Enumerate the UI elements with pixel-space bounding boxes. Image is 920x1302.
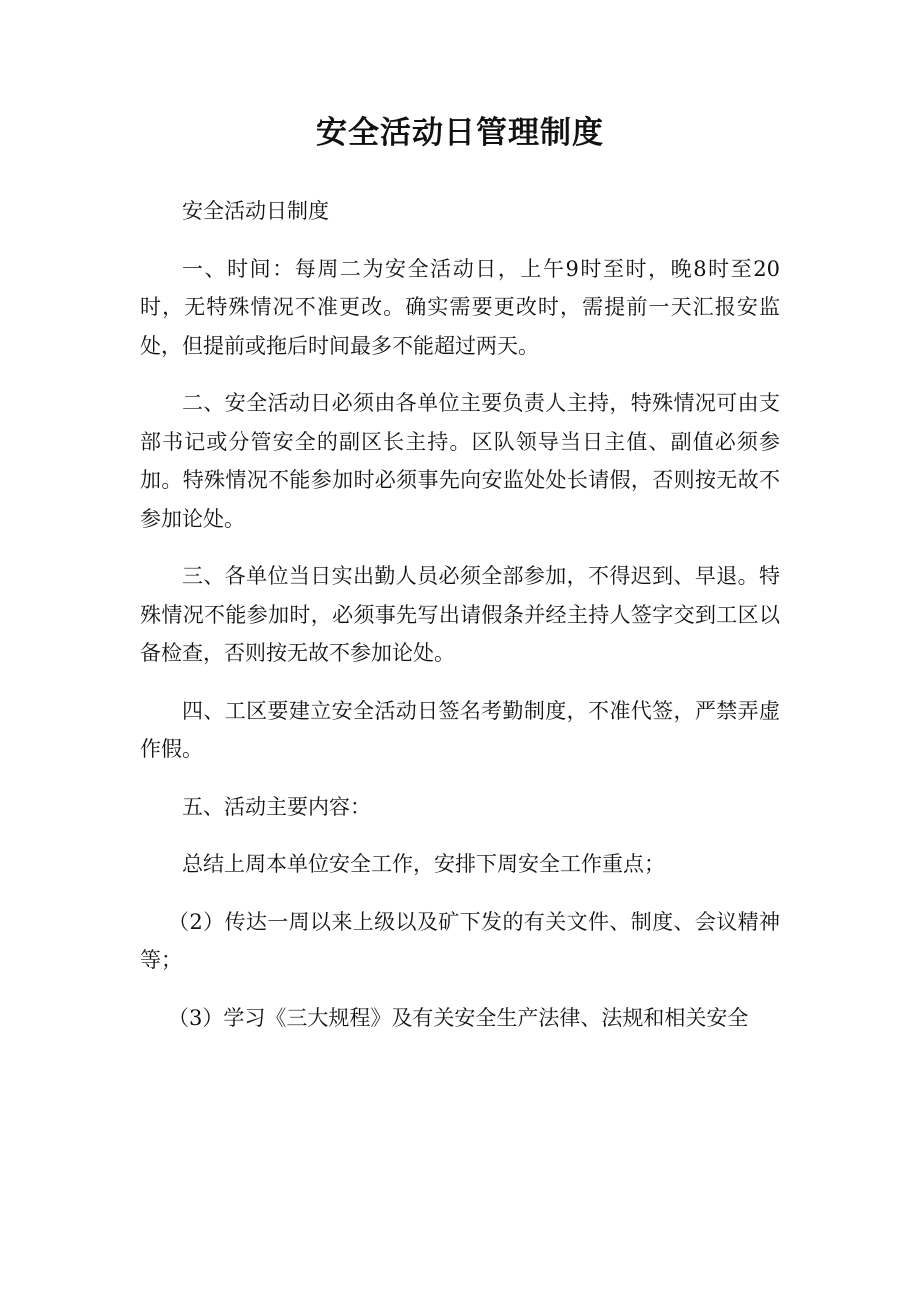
- document-body: [140, 192, 780, 1056]
- list-item-3: （3）学习《三大规程》及有关安全生产法律、法规和相关安全: [168, 1005, 749, 1030]
- paragraph-content-heading: 五、活动主要内容：: [182, 794, 371, 819]
- paragraph-host: 二、安全活动日必须由各单位主要负责人主持，特殊情况可由支部书记或分管安全的副区长主持。区队领导当日主值、副值必须参加。特殊情况不能参加时必须事先向安监处处长请假，否则按无故不参加论处。: [140, 391, 780, 531]
- paragraph-attendance: 三、各单位当日实出勤人员必须全部参加，不得迟到、早退。特殊情况不能参加时，必须事先写出请假条并经主持人签字交到工区以备检查，否则按无故不参加论处。: [140, 564, 780, 665]
- paragraph-time: 一、时间：每周二为安全活动日，上午9时至时，晚8时至20时，无特殊情况不准更改。确实需要更改时，需提前一天汇报安监处，但提前或拖后时间最多不能超过两天。: [140, 256, 780, 358]
- section-heading: 安全活动日制度: [182, 199, 329, 223]
- list-item-1: 总结上周本单位安全工作，安排下周安全工作重点；: [182, 852, 665, 876]
- document-title: 安全活动日管理制度: [316, 115, 604, 151]
- paragraph-sign-in: 四、工区要建立安全活动日签名考勤制度，不准代签，严禁弄虚作假。: [140, 698, 780, 761]
- list-item-2: （2）传达一周以来上级以及矿下发的有关文件、制度、会议精神等；: [140, 909, 780, 972]
